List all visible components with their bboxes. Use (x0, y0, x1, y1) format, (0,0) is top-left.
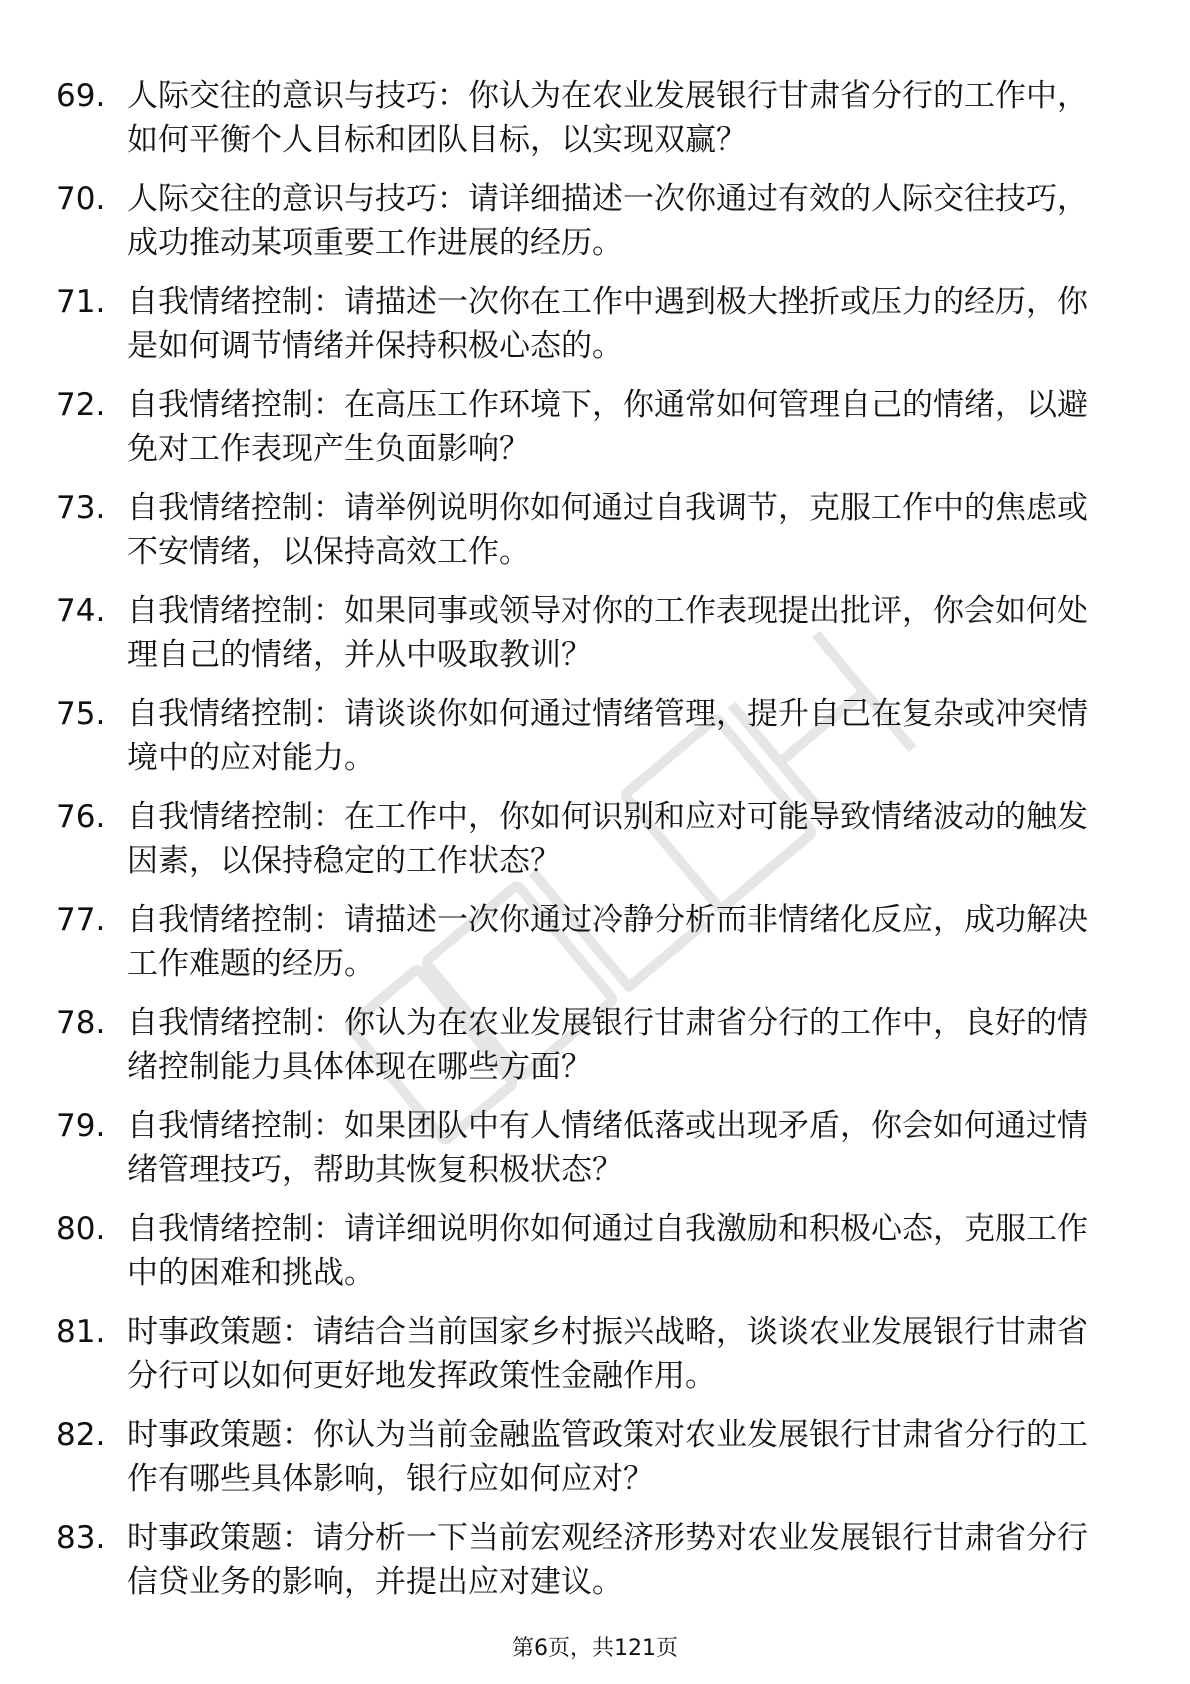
question-number: 76. (56, 799, 106, 835)
question-text: 自我情绪控制：请描述一次你通过冷静分析而非情绪化反应，成功解决工作难题的经历。 (127, 902, 1088, 982)
question-text: 自我情绪控制：请举例说明你如何通过自我调节，克服工作中的焦虑或不安情绪，以保持高效工作。 (127, 490, 1088, 570)
question-number: 74. (56, 593, 106, 629)
question-number: 75. (56, 696, 106, 732)
question-number: 70. (56, 181, 106, 217)
list-item (0, 795, 1190, 898)
question-text: 人际交往的意识与技巧：请详细描述一次你通过有效的人际交往技巧，成功推动某项重要工作进展的经历。 (127, 181, 1088, 261)
list-item (0, 74, 1190, 177)
question-text: 时事政策题：请分析一下当前宏观经济形势对农业发展银行甘肃省分行信贷业务的影响，并提出应对建议。 (127, 1520, 1088, 1600)
question-text: 自我情绪控制：请描述一次你在工作中遇到极大挫折或压力的经历，你是如何调节情绪并保持积极心态的。 (127, 284, 1088, 364)
list-item (0, 177, 1190, 280)
question-number: 82. (56, 1417, 106, 1453)
question-number: 73. (56, 490, 106, 526)
question-number: 69. (56, 78, 106, 114)
question-text: 自我情绪控制：请详细说明你如何通过自我激励和积极心态，克服工作中的困难和挑战。 (127, 1211, 1088, 1291)
list-item (0, 1413, 1190, 1516)
question-text: 时事政策题：你认为当前金融监管政策对农业发展银行甘肃省分行的工作有哪些具体影响，银行应如何应对？ (127, 1417, 1088, 1497)
question-number: 77. (56, 902, 106, 938)
list-item (0, 383, 1190, 486)
list-item (0, 486, 1190, 589)
question-number: 79. (56, 1108, 106, 1144)
question-number: 83. (56, 1520, 106, 1556)
question-text: 时事政策题：请结合当前国家乡村振兴战略，谈谈农业发展银行甘肃省分行可以如何更好地发挥政策性金融作用。 (127, 1314, 1088, 1394)
question-text: 自我情绪控制：你认为在农业发展银行甘肃省分行的工作中，良好的情绪控制能力具体体现在哪些方面？ (127, 1005, 1088, 1085)
question-number: 71. (56, 284, 106, 320)
question-number: 81. (56, 1314, 106, 1350)
question-text: 人际交往的意识与技巧：你认为在农业发展银行甘肃省分行的工作中，如何平衡个人目标和团队目标，以实现双赢？ (127, 78, 1088, 158)
list-item (0, 1104, 1190, 1207)
page-footer: 第6页，共121页 (512, 1636, 678, 1661)
list-item (0, 1207, 1190, 1310)
question-number: 72. (56, 387, 106, 423)
list-item (0, 589, 1190, 692)
list-item (0, 1001, 1190, 1104)
question-list (0, 74, 1190, 1619)
list-item (0, 1310, 1190, 1413)
question-text: 自我情绪控制：请谈谈你如何通过情绪管理，提升自己在复杂或冲突情境中的应对能力。 (127, 696, 1088, 776)
question-text: 自我情绪控制：在高压工作环境下，你通常如何管理自己的情绪，以避免对工作表现产生负面影响？ (127, 387, 1088, 467)
list-item (0, 280, 1190, 383)
question-number: 80. (56, 1211, 106, 1247)
list-item (0, 1516, 1190, 1619)
question-text: 自我情绪控制：如果同事或领导对你的工作表现提出批评，你会如何处理自己的情绪，并从中吸取教训？ (127, 593, 1088, 673)
question-text: 自我情绪控制：在工作中，你如何识别和应对可能导致情绪波动的触发因素，以保持稳定的工作状态？ (127, 799, 1088, 879)
list-item (0, 898, 1190, 1001)
list-item (0, 692, 1190, 795)
question-number: 78. (56, 1005, 106, 1041)
question-text: 自我情绪控制：如果团队中有人情绪低落或出现矛盾，你会如何通过情绪管理技巧，帮助其恢复积极状态？ (127, 1108, 1088, 1188)
